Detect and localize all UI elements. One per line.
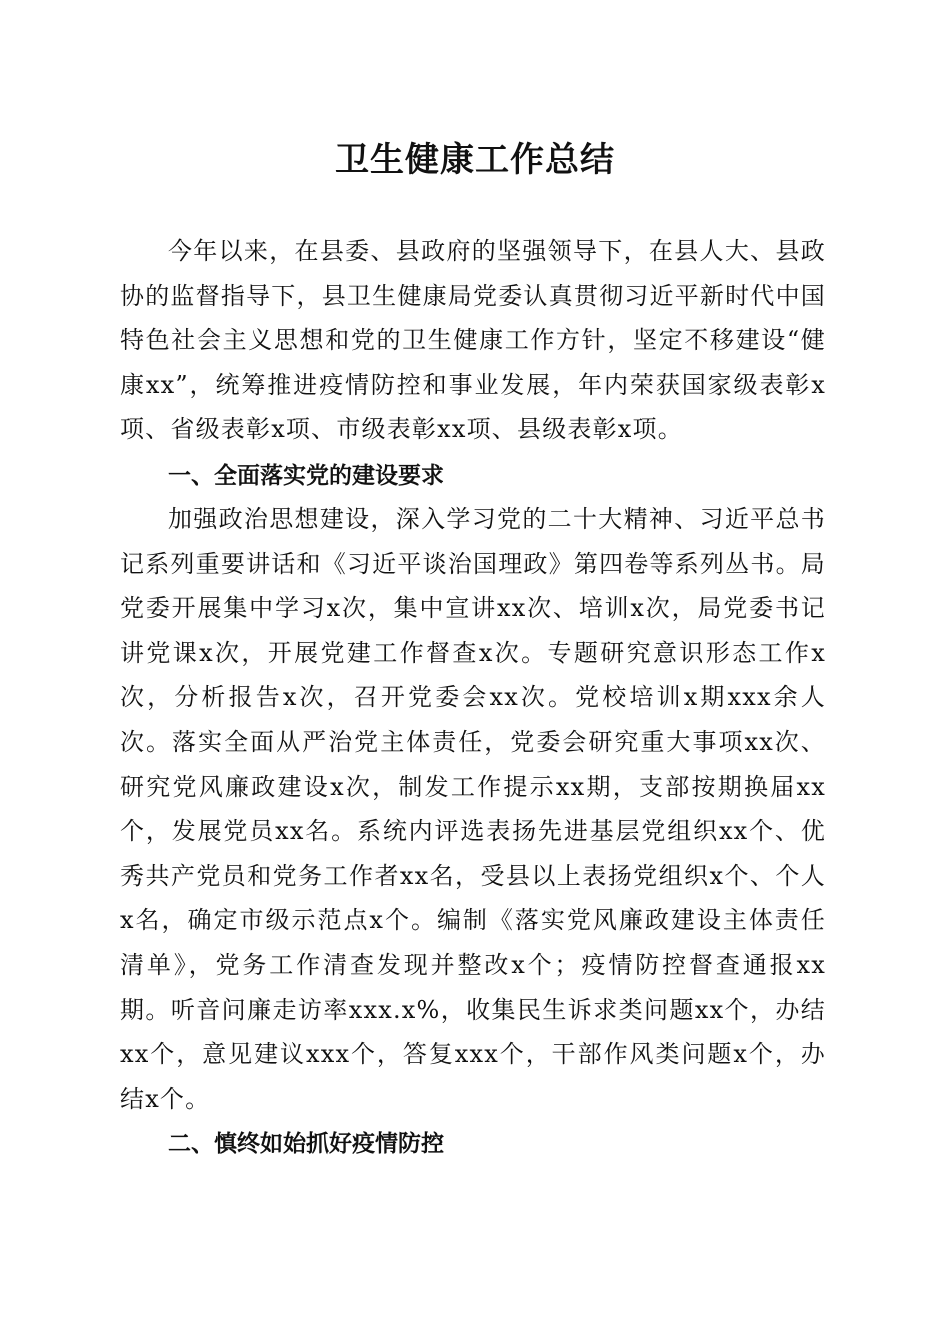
section-heading-epidemic-prevention: 二、慎终如始抓好疫情防控 [168, 1131, 444, 1157]
intro-paragraph: 今年以来，在县委、县政府的坚强领导下，在县人大、县政协的监督指导下，县卫生健康局党委认真贯彻习近平新时代中国特色社会主义思想和党的卫生健康工作方针，坚定不移建设“健康xx”，统筹推进疫情防控和事业发展，年内荣获国家级表彰x项、省级表彰x项、市级表彰xx项、县级表彰x项。 [120, 237, 826, 444]
document-title: 卫生健康工作总结 [335, 140, 615, 180]
party-building-paragraph: 加强政治思想建设，深入学习党的二十大精神、习近平总书记系列重要讲话和《习近平谈治国理政》第四卷等系列丛书。局党委开展集中学习x次，集中宣讲xx次、培训x次，局党委书记讲党课x次，开展党建工作督查x次。专题研究意识形态工作x次，分析报告x次，召开党委会xx次。党校培训x期xxx余人次。落实全面从严治党主体责任，党委会研究重大事项xx次、研究党风廉政建设x次，制发工作提示xx期，支部按期换届xx个，发展党员xx名。系统内评选表扬先进基层党组织xx个、优秀共产党员和党务工作者xx名，受县以上表扬党组织x个、个人x名，确定市级示范点x个。编制《落实党风廉政建设主体责任清单》，党务工作清查发现并整改x个；疫情防控督查通报xx期。听音问廉走访率xxx.x%，收集民生诉求类问题xx个，办结xx个，意见建议xxx个，答复xxx个，干部作风类问题x个，办结x个。 [120, 505, 826, 1113]
section-heading-party-building: 一、全面落实党的建设要求 [168, 463, 444, 489]
